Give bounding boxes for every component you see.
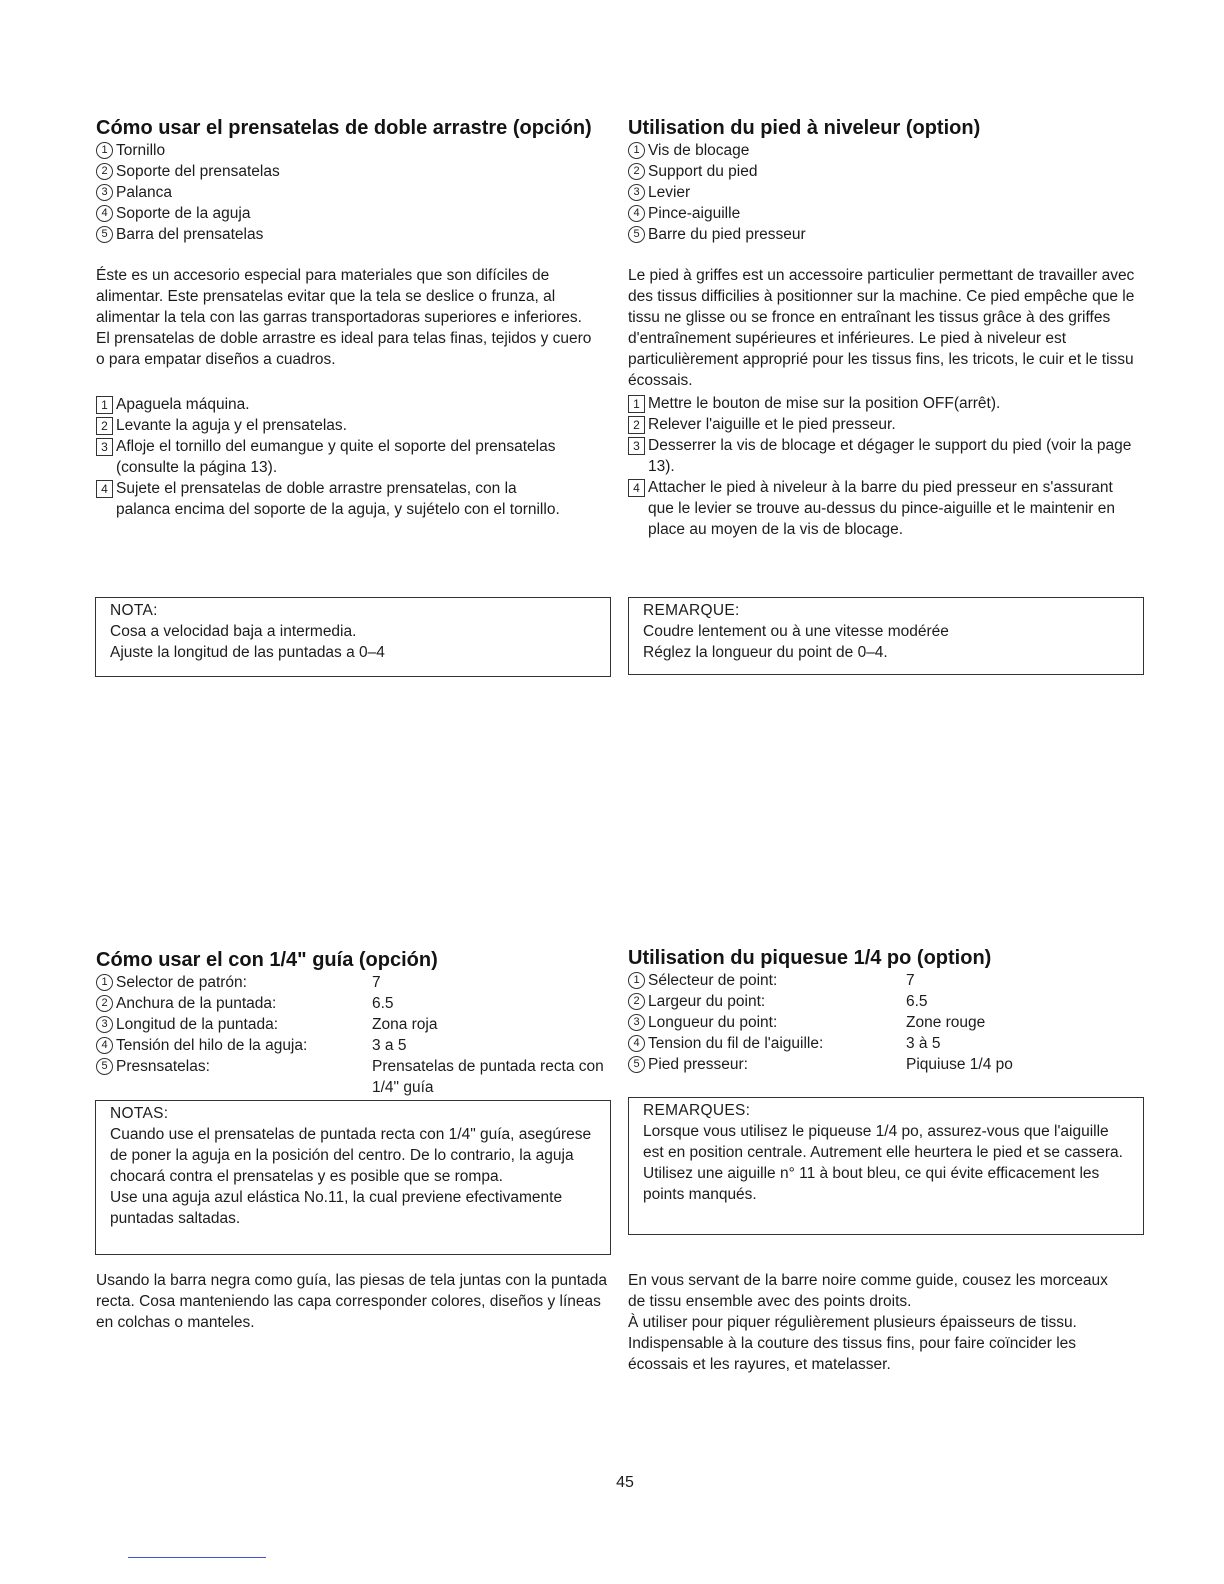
setting-label: Largeur du point: (648, 993, 766, 1010)
description-line: En vous servant de la barre noire comme guide, cousez les morceaux de tissu ensemble avec des points droits. (628, 1272, 1108, 1310)
step-item (96, 436, 566, 478)
circled-number: 4 (628, 205, 645, 222)
setting-value: Zona roja (372, 1016, 438, 1033)
circled-number: 2 (628, 993, 645, 1010)
step-text: Apaguela máquina. (116, 396, 250, 413)
circled-number: 5 (96, 1058, 113, 1075)
boxed-number: 1 (628, 395, 645, 413)
circled-number: 5 (628, 226, 645, 243)
note-title: REMARQUE: (643, 602, 740, 619)
circled-number: 1 (628, 972, 645, 989)
circled-number: 4 (96, 205, 113, 222)
setting-label: Presnsatelas: (116, 1058, 210, 1075)
setting-value: 7 (906, 972, 915, 989)
circled-number: 2 (628, 163, 645, 180)
setting-label: Pied presseur: (648, 1056, 748, 1073)
step-text: Mettre le bouton de mise sur la position OFF(arrêt). (648, 395, 1001, 412)
boxed-number: 3 (96, 438, 113, 456)
part-label: Barra del prensatelas (116, 226, 264, 243)
note-line: Cosa a velocidad baja a intermedia. (110, 623, 357, 640)
setting-value: Zone rouge (906, 1014, 986, 1031)
circled-number: 3 (96, 1016, 113, 1033)
circled-number: 3 (628, 1014, 645, 1031)
setting-value: 7 (372, 974, 381, 991)
es-top-parts-list (96, 140, 616, 245)
es-top-title: Cómo usar el prensatelas de doble arrastre (opción) (96, 117, 592, 139)
boxed-number: 2 (96, 417, 113, 435)
step-text: Desserrer la vis de blocage et dégager le support du pied (voir la page 13). (648, 437, 1132, 475)
boxed-number: 2 (628, 416, 645, 434)
circled-number: 3 (628, 184, 645, 201)
list-item (96, 224, 616, 245)
setting-value: 6.5 (372, 995, 394, 1012)
part-label: Palanca (116, 184, 173, 201)
fr-top-parts-list (628, 140, 1143, 245)
es-top-note-box (95, 597, 611, 677)
circled-number: 1 (96, 974, 113, 991)
list-item (96, 140, 616, 161)
list-item (96, 203, 616, 224)
footer-divider (128, 1557, 266, 1558)
page-number: 45 (616, 1474, 634, 1491)
list-item (628, 161, 1143, 182)
table-row (628, 1012, 1013, 1033)
setting-value: 6.5 (906, 993, 928, 1010)
circled-number: 1 (96, 142, 113, 159)
es-settings-table (96, 972, 608, 1098)
setting-value: 3 a 5 (372, 1037, 407, 1054)
es-bottom-section (96, 948, 616, 1098)
boxed-number: 3 (628, 437, 645, 455)
fr-bottom-description (628, 1270, 1128, 1375)
circled-number: 3 (96, 184, 113, 201)
circled-number: 2 (96, 163, 113, 180)
setting-label: Selector de patrón: (116, 974, 247, 991)
table-row (96, 993, 608, 1014)
es-top-section (96, 116, 616, 520)
part-label: Vis de blocage (648, 142, 750, 159)
table-row (628, 1033, 1013, 1054)
part-label: Barre du pied presseur (648, 226, 806, 243)
table-row (96, 1014, 608, 1035)
note-line: Cuando use el prensatelas de puntada recta con 1/4" guía, asegúrese de poner la aguja en la posición del centro. De lo contrario, la aguja chocará contra el prensatelas y es posible que se rompa. (110, 1126, 592, 1185)
es-bottom-note-box (95, 1100, 611, 1255)
fr-bottom-note-box (628, 1097, 1144, 1235)
table-row (628, 970, 1013, 991)
es-bottom-description: Usando la barra negra como guía, las piesas de tela juntas con la puntada recta. Cosa manteniendo las capa corresponder colores, diseños y líneas en colchas o manteles. (96, 1272, 607, 1331)
list-item (628, 140, 1143, 161)
step-text: Sujete el prensatelas de doble arrastre prensatelas, con la palanca encima del soporte de la aguja, y sujételo con el tornillo. (116, 480, 560, 518)
setting-label: Anchura de la puntada: (116, 995, 277, 1012)
boxed-number: 1 (96, 396, 113, 414)
table-row (96, 972, 608, 993)
list-item (96, 161, 616, 182)
fr-bottom-section (628, 946, 1143, 1075)
step-item (628, 477, 1136, 540)
step-item (628, 393, 1136, 414)
setting-value: Piquiuse 1/4 po (906, 1056, 1013, 1073)
step-text: Levante la aguja y el prensatelas. (116, 417, 347, 434)
boxed-number: 4 (96, 480, 113, 498)
note-line: Réglez la longueur du point de 0–4. (643, 644, 888, 661)
circled-number: 5 (628, 1056, 645, 1073)
table-row (96, 1056, 608, 1098)
list-item (628, 203, 1143, 224)
step-item (96, 415, 566, 436)
step-item (628, 414, 1136, 435)
note-title: NOTAS: (110, 1105, 169, 1122)
circled-number: 4 (628, 1035, 645, 1052)
table-row (628, 1054, 1013, 1075)
note-title: REMARQUES: (643, 1102, 751, 1119)
note-line: Coudre lentement ou à une vitesse modérée (643, 623, 949, 640)
part-label: Soporte del prensatelas (116, 163, 280, 180)
part-label: Soporte de la aguja (116, 205, 251, 222)
note-line: Lorsque vous utilisez le piqueuse 1/4 po, assurez-vous que l'aiguille est en position centrale. Autrement elle heurtera le pied et se cassera. (643, 1123, 1123, 1161)
table-row (628, 991, 1013, 1012)
es-bottom-title: Cómo usar el con 1/4" guía (opción) (96, 949, 438, 971)
step-text: Relever l'aiguille et le pied presseur. (648, 416, 896, 433)
setting-label: Longueur du point: (648, 1014, 778, 1031)
setting-label: Tension du fil de l'aiguille: (648, 1035, 824, 1052)
boxed-number: 4 (628, 479, 645, 497)
setting-label: Longitud de la puntada: (116, 1016, 279, 1033)
list-item (628, 224, 1143, 245)
table-row (96, 1035, 608, 1056)
step-text: Attacher le pied à niveleur à la barre du pied presseur en s'assurant que le levier se trouve au-dessus du pince-aiguille et le maintenir en place au moyen de la vis de blocage. (648, 479, 1115, 538)
note-line: Utilisez une aiguille n° 11 à bout bleu, ce qui évite efficacement les points manqués. (643, 1165, 1100, 1203)
part-label: Levier (648, 184, 691, 201)
circled-number: 4 (96, 1037, 113, 1054)
fr-top-description: Le pied à griffes est un accessoire particulier permettant de travailler avec des tissus difficilies à positionner sur la machine. Ce pied empêche que le tissu ne glisse ou se fronce en entraînant les tissus grâce à des griffes d'entraînement supérieures et inférieures. Le pied à niveleur est particulièrement approprié pour les tissus fins, les tricots, le cuir et le tissu écossais. (628, 267, 1135, 389)
part-label: Support du pied (648, 163, 758, 180)
fr-top-note-box (628, 597, 1144, 675)
note-line: Ajuste la longitud de las puntadas a 0–4 (110, 644, 385, 661)
step-text: Afloje el tornillo del eumangue y quite el soporte del prensatelas (consulte la página 13). (116, 438, 556, 476)
list-item (628, 182, 1143, 203)
circled-number: 5 (96, 226, 113, 243)
step-item (628, 435, 1136, 477)
fr-top-steps (628, 393, 1136, 540)
fr-top-title: Utilisation du pied à niveleur (option) (628, 117, 981, 139)
es-top-description: Éste es un accesorio especial para materiales que son difíciles de alimentar. Este prensatelas evitar que la tela se deslice o frunza, al alimentar la tela con las garras transportadoras superiores e inferiores. El prensatelas de doble arrastre es ideal para telas finas, tejidos y cuero o para empatar diseños a cuadros. (96, 267, 592, 368)
note-title: NOTA: (110, 602, 158, 619)
setting-label: Tensión del hilo de la aguja: (116, 1037, 308, 1054)
part-label: Pince-aiguille (648, 205, 741, 222)
circled-number: 1 (628, 142, 645, 159)
setting-label: Sélecteur de point: (648, 972, 778, 989)
fr-bottom-title: Utilisation du piquesue 1/4 po (option) (628, 947, 992, 969)
description-line: À utiliser pour piquer régulièrement plusieurs épaisseurs de tissu. Indispensable à la couture des tissus fins, pour faire coïncider les écossais et les rayures, et matelasser. (628, 1314, 1077, 1373)
fr-top-section (628, 116, 1143, 540)
step-item (96, 394, 566, 415)
note-line: Use una aguja azul elástica No.11, la cual previene efectivamente puntadas saltadas. (110, 1189, 563, 1227)
list-item (96, 182, 616, 203)
circled-number: 2 (96, 995, 113, 1012)
step-item (96, 478, 566, 520)
part-label: Tornillo (116, 142, 166, 159)
setting-value: Prensatelas de puntada recta con 1/4" guía (372, 1058, 604, 1096)
fr-settings-table (628, 970, 1013, 1075)
setting-value: 3 à 5 (906, 1035, 941, 1052)
es-top-steps (96, 394, 566, 520)
